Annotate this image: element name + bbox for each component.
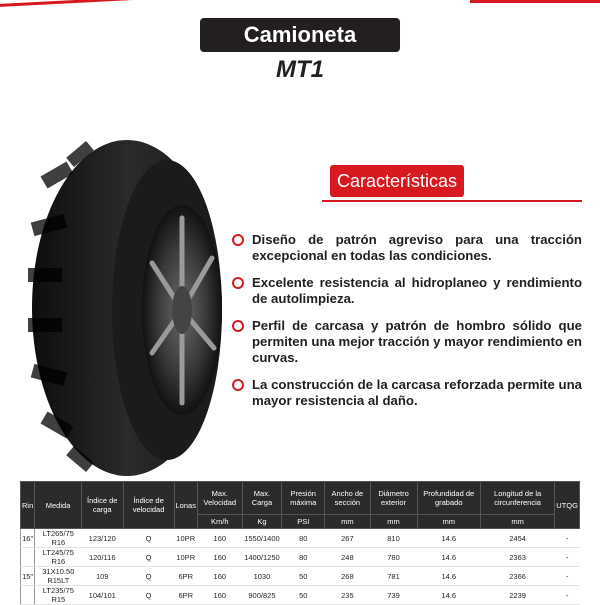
specs-table (20, 481, 580, 605)
table-row (21, 548, 580, 567)
table-cell: 104/101 (81, 586, 123, 605)
header-ancho: Ancho de sección (325, 482, 370, 515)
table-cell: Q (123, 548, 174, 567)
feature-text: Diseño de patrón agreviso para una tracción excepcional en todas las condiciones. (252, 232, 582, 263)
features-list (232, 232, 582, 420)
header-medida: Medida (35, 482, 82, 529)
bullet-icon (232, 234, 244, 246)
table-cell: Q (123, 586, 174, 605)
feature-item (232, 232, 582, 264)
table-cell: Q (123, 529, 174, 548)
feature-text: La construcción de la carcasa reforzada permite una mayor resistencia al daño. (252, 377, 582, 408)
bullet-icon (232, 277, 244, 289)
header-presion: Presión máxima (282, 482, 325, 515)
table-cell: LT265/75 R16 (35, 529, 82, 548)
table-cell: LT235/75 R15 (35, 586, 82, 605)
tire-image (22, 138, 222, 478)
table-cell: 160 (197, 548, 242, 567)
table-cell: 123/120 (81, 529, 123, 548)
table-cell: 2363 (480, 548, 554, 567)
table-cell: 268 (325, 567, 370, 586)
table-cell: 160 (197, 529, 242, 548)
feature-text: Excelente resistencia al hidroplaneo y rendimiento de autolimpieza. (252, 275, 582, 306)
header-lonas: Lonas (174, 482, 197, 529)
table-cell: 14.6 (417, 586, 480, 605)
table-cell: 50 (282, 567, 325, 586)
table-cell: 781 (370, 567, 417, 586)
bullet-icon (232, 379, 244, 391)
table-cell: 10PR (174, 548, 197, 567)
table-cell: 31X10.50 R15LT (35, 567, 82, 586)
rin-cell: 15" (21, 567, 35, 586)
header-utqg: UTQG (555, 482, 580, 529)
feature-item (232, 377, 582, 409)
unit-cell: Kg (242, 515, 282, 529)
table-cell: 2454 (480, 529, 554, 548)
top-left-accent-stripe (0, 0, 150, 7)
header-indice-carga: Índice de carga (81, 482, 123, 529)
rin-cell (21, 548, 35, 567)
table-cell: - (555, 548, 580, 567)
header-longitud: Longitud de la circunferencia (480, 482, 554, 515)
table-body (21, 529, 580, 605)
table-cell: 1550/1400 (242, 529, 282, 548)
table-cell: 10PR (174, 529, 197, 548)
feature-item (232, 275, 582, 307)
features-divider (322, 200, 582, 202)
table-row (21, 529, 580, 548)
table-cell: - (555, 567, 580, 586)
table-cell: 14.6 (417, 529, 480, 548)
table-row (21, 567, 580, 586)
table-cell: 80 (282, 548, 325, 567)
table-cell: LT245/75 R16 (35, 548, 82, 567)
table-cell: 14.6 (417, 548, 480, 567)
top-right-accent-stripe (470, 0, 600, 3)
table-cell: 1400/1250 (242, 548, 282, 567)
table-cell: 14.6 (417, 567, 480, 586)
table-header-row (21, 482, 580, 515)
table-cell: 780 (370, 548, 417, 567)
bullet-icon (232, 320, 244, 332)
table-cell: 80 (282, 529, 325, 548)
table-cell: 739 (370, 586, 417, 605)
table-cell: 900/825 (242, 586, 282, 605)
unit-cell: mm (325, 515, 370, 529)
table-cell: 109 (81, 567, 123, 586)
table-cell: 6PR (174, 586, 197, 605)
table-cell: 50 (282, 586, 325, 605)
unit-cell: mm (370, 515, 417, 529)
table-cell: 2239 (480, 586, 554, 605)
header-max-carga: Max. Carga (242, 482, 282, 515)
table-cell: 248 (325, 548, 370, 567)
table-cell: 810 (370, 529, 417, 548)
table-cell: 2366 (480, 567, 554, 586)
header-rin: Rin (21, 482, 35, 529)
header-diametro: Diámetro exterior (370, 482, 417, 515)
rin-cell (21, 586, 35, 605)
table-cell: 6PR (174, 567, 197, 586)
unit-cell: mm (417, 515, 480, 529)
table-cell: 160 (197, 586, 242, 605)
header-indice-velocidad: Índice de velocidad (123, 482, 174, 529)
table-cell: Q (123, 567, 174, 586)
unit-cell: Km/h (197, 515, 242, 529)
table-cell: - (555, 529, 580, 548)
model-name: MT1 (276, 56, 324, 83)
table-cell: 1030 (242, 567, 282, 586)
feature-item (232, 318, 582, 366)
unit-cell: PSI (282, 515, 325, 529)
header-profundidad: Profundidad de grabado (417, 482, 480, 515)
table-cell: 267 (325, 529, 370, 548)
header-max-velocidad: Max. Velocidad (197, 482, 242, 515)
features-badge: Características (330, 165, 464, 197)
rin-cell: 16" (21, 529, 35, 548)
category-title: Camioneta (200, 18, 400, 52)
unit-cell: mm (480, 515, 554, 529)
table-cell: 160 (197, 567, 242, 586)
feature-text: Perfil de carcasa y patrón de hombro sólido que permiten una mejor tracción y mayor rendimiento en curvas. (252, 318, 582, 365)
table-cell: 235 (325, 586, 370, 605)
table-cell: 120/116 (81, 548, 123, 567)
table-cell: - (555, 586, 580, 605)
table-row (21, 586, 580, 605)
